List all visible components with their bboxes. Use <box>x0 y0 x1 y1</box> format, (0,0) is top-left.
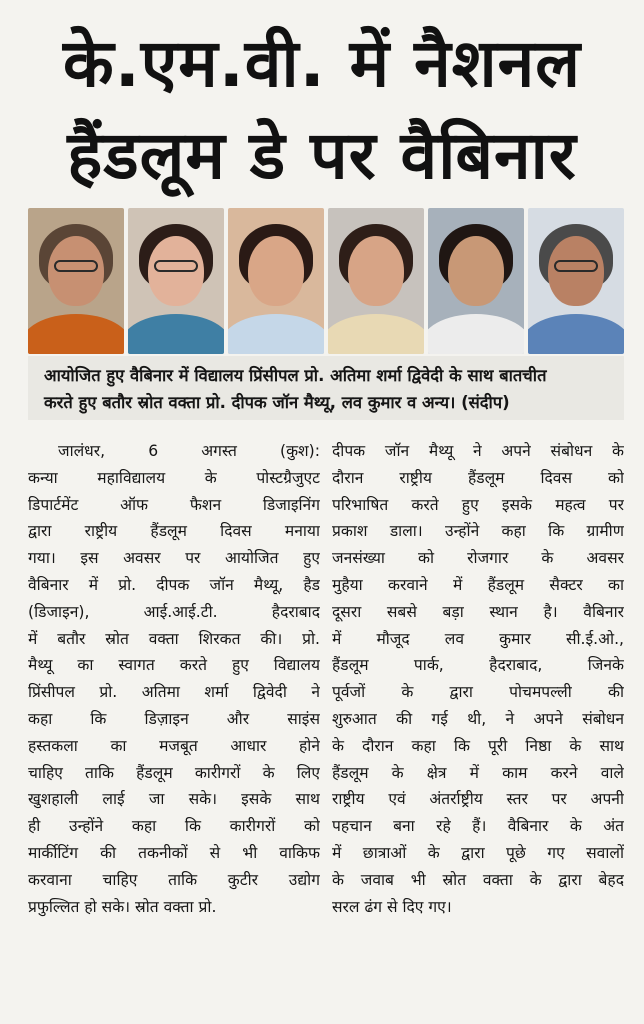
article-line: हैंडलूम पार्क, हैदराबाद, जिनके <box>332 656 624 675</box>
article-line: जालंधर, 6 अगस्त (कुश): <box>58 442 320 460</box>
photo-participant-2 <box>128 208 224 354</box>
photo-participant-4 <box>328 208 424 354</box>
article-line: मैथ्यू का स्वागत करते हुए विद्यालय <box>28 656 320 675</box>
article-line: हस्तकला का मजबूत आधार होने <box>28 736 320 755</box>
portrait-body <box>128 314 224 354</box>
article-line: जनसंख्या को रोजगार के अवसर <box>332 549 624 568</box>
article-line: पहचान बना रहे हैं। वैबिनार के अंत <box>332 817 624 836</box>
article-line: में छात्राओं के द्वारा पूछे गए सवालों <box>332 843 624 862</box>
photo-participant-6 <box>528 208 624 354</box>
article-line: प्रफुल्लित हो सके। स्रोत वक्ता प्रो. <box>28 897 217 916</box>
article-line: करवाना चाहिए ताकि कुटीर उद्योग <box>28 870 320 889</box>
article-line: में मौजूद लव कुमार सी.ई.ओ., <box>332 629 624 648</box>
article-line: कन्या महाविद्यालय के पोस्टग्रैजुएट <box>28 468 320 487</box>
portrait-face <box>348 236 404 306</box>
article-line: पूर्वजों के द्वारा पोचमपल्ली की <box>332 683 624 702</box>
portrait-body <box>228 314 324 354</box>
article-line: राष्ट्रीय एवं अंतर्राष्ट्रीय स्तर पर अपनी <box>332 790 624 809</box>
portrait-body <box>328 314 424 354</box>
article-line: हैंडलूम के क्षेत्र में काम करने वाले <box>332 763 624 782</box>
article-line: गया। इस अवसर पर आयोजित हुए <box>28 549 320 568</box>
article-line: खुशहाली लाई जा सके। इसके साथ <box>28 790 320 809</box>
article-line: वैबिनार में प्रो. दीपक जॉन मैथ्यू, हैड <box>28 575 320 594</box>
article-line: डिपार्टमेंट ऑफ फैशन डिजाइनिंग <box>28 495 320 514</box>
article-line: दूसरा सबसे बड़ा स्थान है। वैबिनार <box>332 602 624 621</box>
caption-line-2: करते हुए बतौर स्रोत वक्ता प्रो. दीपक जॉन मैथ्यू, लव कुमार व अन्य। (संदीप) <box>44 393 510 412</box>
portrait-body <box>528 314 624 354</box>
article-line: (डिजाइन), आई.आई.टी. हैदराबाद <box>28 602 320 621</box>
article-line: मुहैया करवाने में हैंडलूम सैक्टर का <box>332 575 624 594</box>
photo-strip <box>28 208 624 354</box>
article-line: प्रकाश डाला। उन्होंने कहा कि ग्रामीण <box>332 522 624 541</box>
photo-participant-5 <box>428 208 524 354</box>
article-line: के जवाब भी स्रोत वक्ता के द्वारा बेहद <box>332 870 624 889</box>
photo-caption <box>28 356 624 420</box>
headline <box>0 18 644 202</box>
article-line: कहा कि डिज़ाइन और साइंस <box>28 709 320 728</box>
photo-participant-1 <box>28 208 124 354</box>
article-line: ही उन्होंने कहा कि कारीगरों को <box>28 817 320 836</box>
headline-line-1: के.एम.वी. में नैशनल <box>63 25 581 102</box>
article-line: परिभाषित करते हुए इसके महत्व पर <box>332 495 624 514</box>
headline-line-2: हैंडलूम डे पर वैबिनार <box>67 117 577 194</box>
portrait-body <box>428 314 524 354</box>
glasses-icon <box>154 260 198 272</box>
article-line: प्रिंसीपल प्रो. अतिमा शर्मा द्विवेदी ने <box>28 683 320 702</box>
article-line: द्वारा राष्ट्रीय हैंडलूम दिवस मनाया <box>28 522 320 541</box>
article-body <box>28 438 624 920</box>
article-line: दीपक जॉन मैथ्यू ने अपने संबोधन के <box>332 442 624 460</box>
article-column-right <box>332 438 624 920</box>
article-line: शुरुआत की गई थी, ने अपने संबोधन <box>332 709 624 728</box>
portrait-face <box>248 236 304 306</box>
article-line: में बतौर स्रोत वक्ता शिरकत की। प्रो. <box>28 629 320 648</box>
article-column-left <box>28 438 320 920</box>
article-line: चाहिए ताकि हैंडलूम कारीगरों के लिए <box>28 763 320 782</box>
article-line: दौरान राष्ट्रीय हैंडलूम दिवस को <box>332 468 624 487</box>
glasses-icon <box>54 260 98 272</box>
article-line: मार्कीटिंग की तकनीकों से भी वाकिफ <box>28 843 320 862</box>
glasses-icon <box>554 260 598 272</box>
article-line: सरल ढंग से दिए गए। <box>332 897 452 916</box>
caption-line-1: आयोजित हुए वैबिनार में विद्यालय प्रिंसीपल प्रो. अतिमा शर्मा द्विवेदी के साथ बातचीत <box>44 366 547 385</box>
portrait-face <box>448 236 504 306</box>
photo-participant-3 <box>228 208 324 354</box>
article-line: के दौरान कहा कि पूरी निष्ठा के साथ <box>332 736 624 755</box>
portrait-body <box>28 314 124 354</box>
